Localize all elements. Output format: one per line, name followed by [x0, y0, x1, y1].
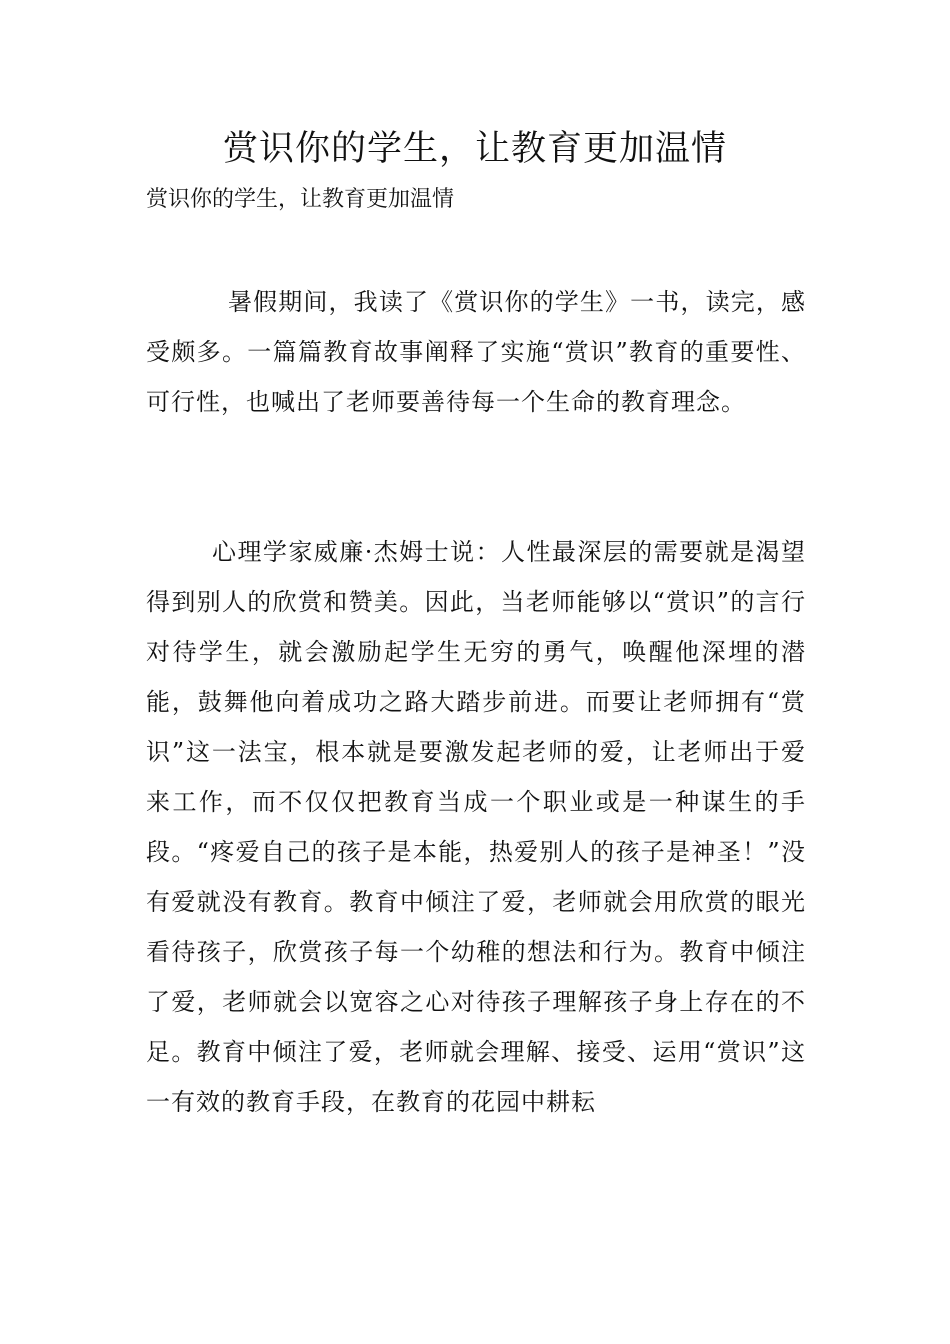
document-title: 赏识你的学生，让教育更加温情: [222, 129, 727, 169]
paragraph-2: 心理学家威廉·杰姆士说：人性最深层的需要就是渴望得到别人的欣赏和赞美。因此，当老师能够以“赏识”的言行对待学生，就会激励起学生无穷的勇气，唤醒他深埋的潜能，鼓舞他向着成功之路大踏步前进。而要让老师拥有“赏识”这一法宝，根本就是要激发起老师的爱，让老师出于爱来工作，而不仅仅把教育当成一个职业或是一种谋生的手段。“疼爱自己的孩子是本能，热爱别人的孩子是神圣！”没有爱就没有教育。教育中倾注了爱，老师就会用欣赏的眼光看待孩子，欣赏孩子每一个幼稚的想法和行为。教育中倾注了爱，老师就会以宽容之心对待孩子理解孩子身上存在的不足。教育中倾注了爱，老师就会理解、接受、运用“赏识”这一有效的教育手段，在教育的花园中耕耘: [146, 538, 806, 1116]
document-subtitle: 赏识你的学生，让教育更加温情: [146, 187, 455, 212]
paragraph-1: 暑假期间，我读了《赏识你的学生》一书，读完，感受颇多。一篇篇教育故事阐释了实施“赏识”教育的重要性、可行性，也喊出了老师要善待每一个生命的教育理念。: [146, 288, 806, 416]
